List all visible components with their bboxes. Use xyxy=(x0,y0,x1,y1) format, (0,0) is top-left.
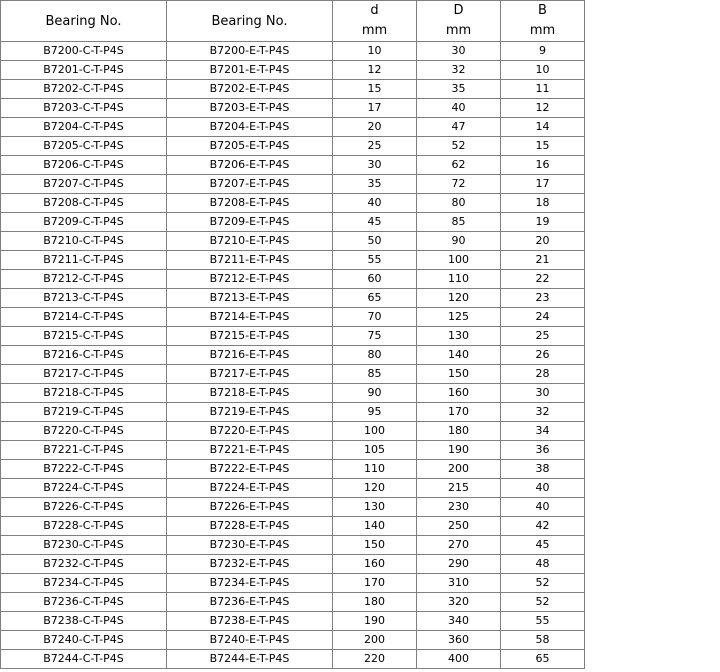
table-row xyxy=(1,479,585,498)
outer-diameter-cell: 120 xyxy=(417,289,501,308)
inner-diameter-cell: 70 xyxy=(333,308,417,327)
bearing-no-e-cell: B7214-E-T-P4S xyxy=(167,308,333,327)
inner-diameter-cell: 110 xyxy=(333,460,417,479)
bearing-no-c-cell: B7240-C-T-P4S xyxy=(1,631,167,650)
width-cell: 48 xyxy=(501,555,585,574)
inner-diameter-cell: 15 xyxy=(333,80,417,99)
bearing-no-c-cell: B7206-C-T-P4S xyxy=(1,156,167,175)
outer-diameter-cell: 40 xyxy=(417,99,501,118)
bearing-no-e-cell: B7224-E-T-P4S xyxy=(167,479,333,498)
bearing-no-e-cell: B7216-E-T-P4S xyxy=(167,346,333,365)
bearing-no-c-cell: B7214-C-T-P4S xyxy=(1,308,167,327)
width-cell: 28 xyxy=(501,365,585,384)
bearing-no-e-cell: B7219-E-T-P4S xyxy=(167,403,333,422)
width-cell: 40 xyxy=(501,479,585,498)
width-cell: 14 xyxy=(501,118,585,137)
table-row xyxy=(1,175,585,194)
width-cell: 58 xyxy=(501,631,585,650)
inner-diameter-cell: 190 xyxy=(333,612,417,631)
bearing-no-c-cell: B7244-C-T-P4S xyxy=(1,650,167,669)
table-row xyxy=(1,384,585,403)
bearing-no-e-cell: B7207-E-T-P4S xyxy=(167,175,333,194)
bearing-no-e-cell: B7234-E-T-P4S xyxy=(167,574,333,593)
outer-diameter-cell: 100 xyxy=(417,251,501,270)
width-cell: 23 xyxy=(501,289,585,308)
bearing-no-e-cell: B7213-E-T-P4S xyxy=(167,289,333,308)
bearing-no-e-cell: B7217-E-T-P4S xyxy=(167,365,333,384)
inner-diameter-cell: 30 xyxy=(333,156,417,175)
inner-diameter-cell: 180 xyxy=(333,593,417,612)
inner-diameter-cell: 20 xyxy=(333,118,417,137)
bearing-no-c-cell: B7212-C-T-P4S xyxy=(1,270,167,289)
outer-diameter-cell: 35 xyxy=(417,80,501,99)
inner-diameter-cell: 17 xyxy=(333,99,417,118)
width-cell: 9 xyxy=(501,42,585,61)
bearing-no-c-cell: B7219-C-T-P4S xyxy=(1,403,167,422)
bearing-no-e-cell: B7238-E-T-P4S xyxy=(167,612,333,631)
outer-diameter-cell: 32 xyxy=(417,61,501,80)
bearing-no-e-cell: B7232-E-T-P4S xyxy=(167,555,333,574)
outer-diameter-cell: 270 xyxy=(417,536,501,555)
bearing-no-c-cell: B7222-C-T-P4S xyxy=(1,460,167,479)
outer-diameter-cell: 80 xyxy=(417,194,501,213)
bearing-no-e-cell: B7218-E-T-P4S xyxy=(167,384,333,403)
table-row xyxy=(1,403,585,422)
outer-diameter-cell: 250 xyxy=(417,517,501,536)
table-row xyxy=(1,346,585,365)
width-cell: 12 xyxy=(501,99,585,118)
bearing-no-e-cell: B7221-E-T-P4S xyxy=(167,441,333,460)
width-cell: 45 xyxy=(501,536,585,555)
outer-diameter-cell: 52 xyxy=(417,137,501,156)
bearing-no-e-cell: B7215-E-T-P4S xyxy=(167,327,333,346)
bearing-no-c-cell: B7211-C-T-P4S xyxy=(1,251,167,270)
outer-diameter-cell: 310 xyxy=(417,574,501,593)
inner-diameter-cell: 65 xyxy=(333,289,417,308)
header-bearing-no-e: Bearing No. xyxy=(167,1,333,42)
width-cell: 40 xyxy=(501,498,585,517)
inner-diameter-cell: 160 xyxy=(333,555,417,574)
bearing-no-c-cell: B7201-C-T-P4S xyxy=(1,61,167,80)
table-row xyxy=(1,498,585,517)
bearing-no-c-cell: B7216-C-T-P4S xyxy=(1,346,167,365)
width-cell: 52 xyxy=(501,593,585,612)
table-row xyxy=(1,327,585,346)
inner-diameter-cell: 55 xyxy=(333,251,417,270)
outer-diameter-cell: 170 xyxy=(417,403,501,422)
table-row xyxy=(1,42,585,61)
table-header-row xyxy=(1,1,585,42)
bearing-no-e-cell: B7244-E-T-P4S xyxy=(167,650,333,669)
inner-diameter-cell: 75 xyxy=(333,327,417,346)
header-d xyxy=(333,1,417,42)
width-cell: 55 xyxy=(501,612,585,631)
table-row xyxy=(1,270,585,289)
bearing-no-e-cell: B7203-E-T-P4S xyxy=(167,99,333,118)
bearing-no-e-cell: B7210-E-T-P4S xyxy=(167,232,333,251)
outer-diameter-cell: 150 xyxy=(417,365,501,384)
header-D-symbol: D xyxy=(453,3,464,18)
inner-diameter-cell: 85 xyxy=(333,365,417,384)
bearing-no-e-cell: B7200-E-T-P4S xyxy=(167,42,333,61)
bearing-no-c-cell: B7238-C-T-P4S xyxy=(1,612,167,631)
header-D xyxy=(417,1,501,42)
outer-diameter-cell: 230 xyxy=(417,498,501,517)
bearing-no-e-cell: B7211-E-T-P4S xyxy=(167,251,333,270)
outer-diameter-cell: 340 xyxy=(417,612,501,631)
outer-diameter-cell: 215 xyxy=(417,479,501,498)
bearing-no-e-cell: B7202-E-T-P4S xyxy=(167,80,333,99)
header-B-unit: mm xyxy=(529,23,556,38)
outer-diameter-cell: 30 xyxy=(417,42,501,61)
bearing-no-c-cell: B7232-C-T-P4S xyxy=(1,555,167,574)
bearing-no-c-cell: B7230-C-T-P4S xyxy=(1,536,167,555)
width-cell: 19 xyxy=(501,213,585,232)
width-cell: 32 xyxy=(501,403,585,422)
width-cell: 21 xyxy=(501,251,585,270)
table-row xyxy=(1,422,585,441)
width-cell: 26 xyxy=(501,346,585,365)
table-row xyxy=(1,593,585,612)
inner-diameter-cell: 140 xyxy=(333,517,417,536)
outer-diameter-cell: 125 xyxy=(417,308,501,327)
outer-diameter-cell: 180 xyxy=(417,422,501,441)
width-cell: 15 xyxy=(501,137,585,156)
outer-diameter-cell: 320 xyxy=(417,593,501,612)
table-row xyxy=(1,536,585,555)
header-d-symbol: d xyxy=(370,3,379,18)
table-row xyxy=(1,631,585,650)
outer-diameter-cell: 72 xyxy=(417,175,501,194)
width-cell: 36 xyxy=(501,441,585,460)
width-cell: 52 xyxy=(501,574,585,593)
inner-diameter-cell: 45 xyxy=(333,213,417,232)
bearing-no-c-cell: B7228-C-T-P4S xyxy=(1,517,167,536)
bearing-no-c-cell: B7220-C-T-P4S xyxy=(1,422,167,441)
inner-diameter-cell: 12 xyxy=(333,61,417,80)
inner-diameter-cell: 130 xyxy=(333,498,417,517)
bearing-no-e-cell: B7236-E-T-P4S xyxy=(167,593,333,612)
width-cell: 25 xyxy=(501,327,585,346)
bearing-no-e-cell: B7222-E-T-P4S xyxy=(167,460,333,479)
outer-diameter-cell: 130 xyxy=(417,327,501,346)
width-cell: 11 xyxy=(501,80,585,99)
outer-diameter-cell: 62 xyxy=(417,156,501,175)
header-B xyxy=(501,1,585,42)
inner-diameter-cell: 105 xyxy=(333,441,417,460)
outer-diameter-cell: 110 xyxy=(417,270,501,289)
bearing-no-e-cell: B7220-E-T-P4S xyxy=(167,422,333,441)
outer-diameter-cell: 290 xyxy=(417,555,501,574)
inner-diameter-cell: 220 xyxy=(333,650,417,669)
inner-diameter-cell: 35 xyxy=(333,175,417,194)
bearing-no-c-cell: B7205-C-T-P4S xyxy=(1,137,167,156)
outer-diameter-cell: 140 xyxy=(417,346,501,365)
bearing-no-c-cell: B7217-C-T-P4S xyxy=(1,365,167,384)
bearing-no-e-cell: B7226-E-T-P4S xyxy=(167,498,333,517)
bearing-no-c-cell: B7213-C-T-P4S xyxy=(1,289,167,308)
bearing-no-c-cell: B7200-C-T-P4S xyxy=(1,42,167,61)
header-bearing-no-c: Bearing No. xyxy=(1,1,167,42)
table-row xyxy=(1,460,585,479)
outer-diameter-cell: 47 xyxy=(417,118,501,137)
table-row xyxy=(1,137,585,156)
table-row xyxy=(1,213,585,232)
inner-diameter-cell: 120 xyxy=(333,479,417,498)
inner-diameter-cell: 200 xyxy=(333,631,417,650)
inner-diameter-cell: 10 xyxy=(333,42,417,61)
inner-diameter-cell: 100 xyxy=(333,422,417,441)
width-cell: 20 xyxy=(501,232,585,251)
bearing-no-e-cell: B7201-E-T-P4S xyxy=(167,61,333,80)
table-row xyxy=(1,61,585,80)
table-row xyxy=(1,156,585,175)
table-row xyxy=(1,308,585,327)
bearing-no-c-cell: B7221-C-T-P4S xyxy=(1,441,167,460)
bearing-no-c-cell: B7202-C-T-P4S xyxy=(1,80,167,99)
table-row xyxy=(1,118,585,137)
bearing-no-e-cell: B7230-E-T-P4S xyxy=(167,536,333,555)
outer-diameter-cell: 400 xyxy=(417,650,501,669)
table-row xyxy=(1,251,585,270)
bearing-no-e-cell: B7204-E-T-P4S xyxy=(167,118,333,137)
bearing-no-c-cell: B7208-C-T-P4S xyxy=(1,194,167,213)
header-D-unit: mm xyxy=(445,23,472,38)
width-cell: 30 xyxy=(501,384,585,403)
inner-diameter-cell: 50 xyxy=(333,232,417,251)
table-row xyxy=(1,289,585,308)
outer-diameter-cell: 85 xyxy=(417,213,501,232)
width-cell: 42 xyxy=(501,517,585,536)
header-d-unit: mm xyxy=(361,23,388,38)
bearing-no-e-cell: B7209-E-T-P4S xyxy=(167,213,333,232)
bearing-no-c-cell: B7226-C-T-P4S xyxy=(1,498,167,517)
bearing-no-c-cell: B7209-C-T-P4S xyxy=(1,213,167,232)
inner-diameter-cell: 170 xyxy=(333,574,417,593)
width-cell: 34 xyxy=(501,422,585,441)
bearing-no-c-cell: B7210-C-T-P4S xyxy=(1,232,167,251)
width-cell: 65 xyxy=(501,650,585,669)
width-cell: 10 xyxy=(501,61,585,80)
bearing-no-c-cell: B7236-C-T-P4S xyxy=(1,593,167,612)
inner-diameter-cell: 60 xyxy=(333,270,417,289)
inner-diameter-cell: 95 xyxy=(333,403,417,422)
width-cell: 17 xyxy=(501,175,585,194)
bearing-no-e-cell: B7212-E-T-P4S xyxy=(167,270,333,289)
inner-diameter-cell: 80 xyxy=(333,346,417,365)
outer-diameter-cell: 360 xyxy=(417,631,501,650)
table-row xyxy=(1,99,585,118)
table-row xyxy=(1,232,585,251)
table-row xyxy=(1,612,585,631)
inner-diameter-cell: 25 xyxy=(333,137,417,156)
inner-diameter-cell: 150 xyxy=(333,536,417,555)
bearing-no-c-cell: B7234-C-T-P4S xyxy=(1,574,167,593)
table-row xyxy=(1,80,585,99)
outer-diameter-cell: 160 xyxy=(417,384,501,403)
inner-diameter-cell: 40 xyxy=(333,194,417,213)
table-row xyxy=(1,574,585,593)
width-cell: 22 xyxy=(501,270,585,289)
outer-diameter-cell: 90 xyxy=(417,232,501,251)
width-cell: 16 xyxy=(501,156,585,175)
width-cell: 18 xyxy=(501,194,585,213)
table-row xyxy=(1,650,585,669)
bearing-no-c-cell: B7218-C-T-P4S xyxy=(1,384,167,403)
width-cell: 38 xyxy=(501,460,585,479)
table-body xyxy=(1,42,585,669)
bearing-no-e-cell: B7208-E-T-P4S xyxy=(167,194,333,213)
outer-diameter-cell: 190 xyxy=(417,441,501,460)
bearing-no-c-cell: B7203-C-T-P4S xyxy=(1,99,167,118)
bearing-no-c-cell: B7204-C-T-P4S xyxy=(1,118,167,137)
width-cell: 24 xyxy=(501,308,585,327)
bearing-no-c-cell: B7207-C-T-P4S xyxy=(1,175,167,194)
table-row xyxy=(1,555,585,574)
inner-diameter-cell: 90 xyxy=(333,384,417,403)
table-row xyxy=(1,441,585,460)
table-row xyxy=(1,194,585,213)
header-B-symbol: B xyxy=(538,3,547,18)
table-row xyxy=(1,517,585,536)
bearing-no-e-cell: B7206-E-T-P4S xyxy=(167,156,333,175)
bearing-no-e-cell: B7228-E-T-P4S xyxy=(167,517,333,536)
bearing-no-e-cell: B7205-E-T-P4S xyxy=(167,137,333,156)
bearing-no-e-cell: B7240-E-T-P4S xyxy=(167,631,333,650)
bearing-no-c-cell: B7224-C-T-P4S xyxy=(1,479,167,498)
table-row xyxy=(1,365,585,384)
bearing-no-c-cell: B7215-C-T-P4S xyxy=(1,327,167,346)
outer-diameter-cell: 200 xyxy=(417,460,501,479)
